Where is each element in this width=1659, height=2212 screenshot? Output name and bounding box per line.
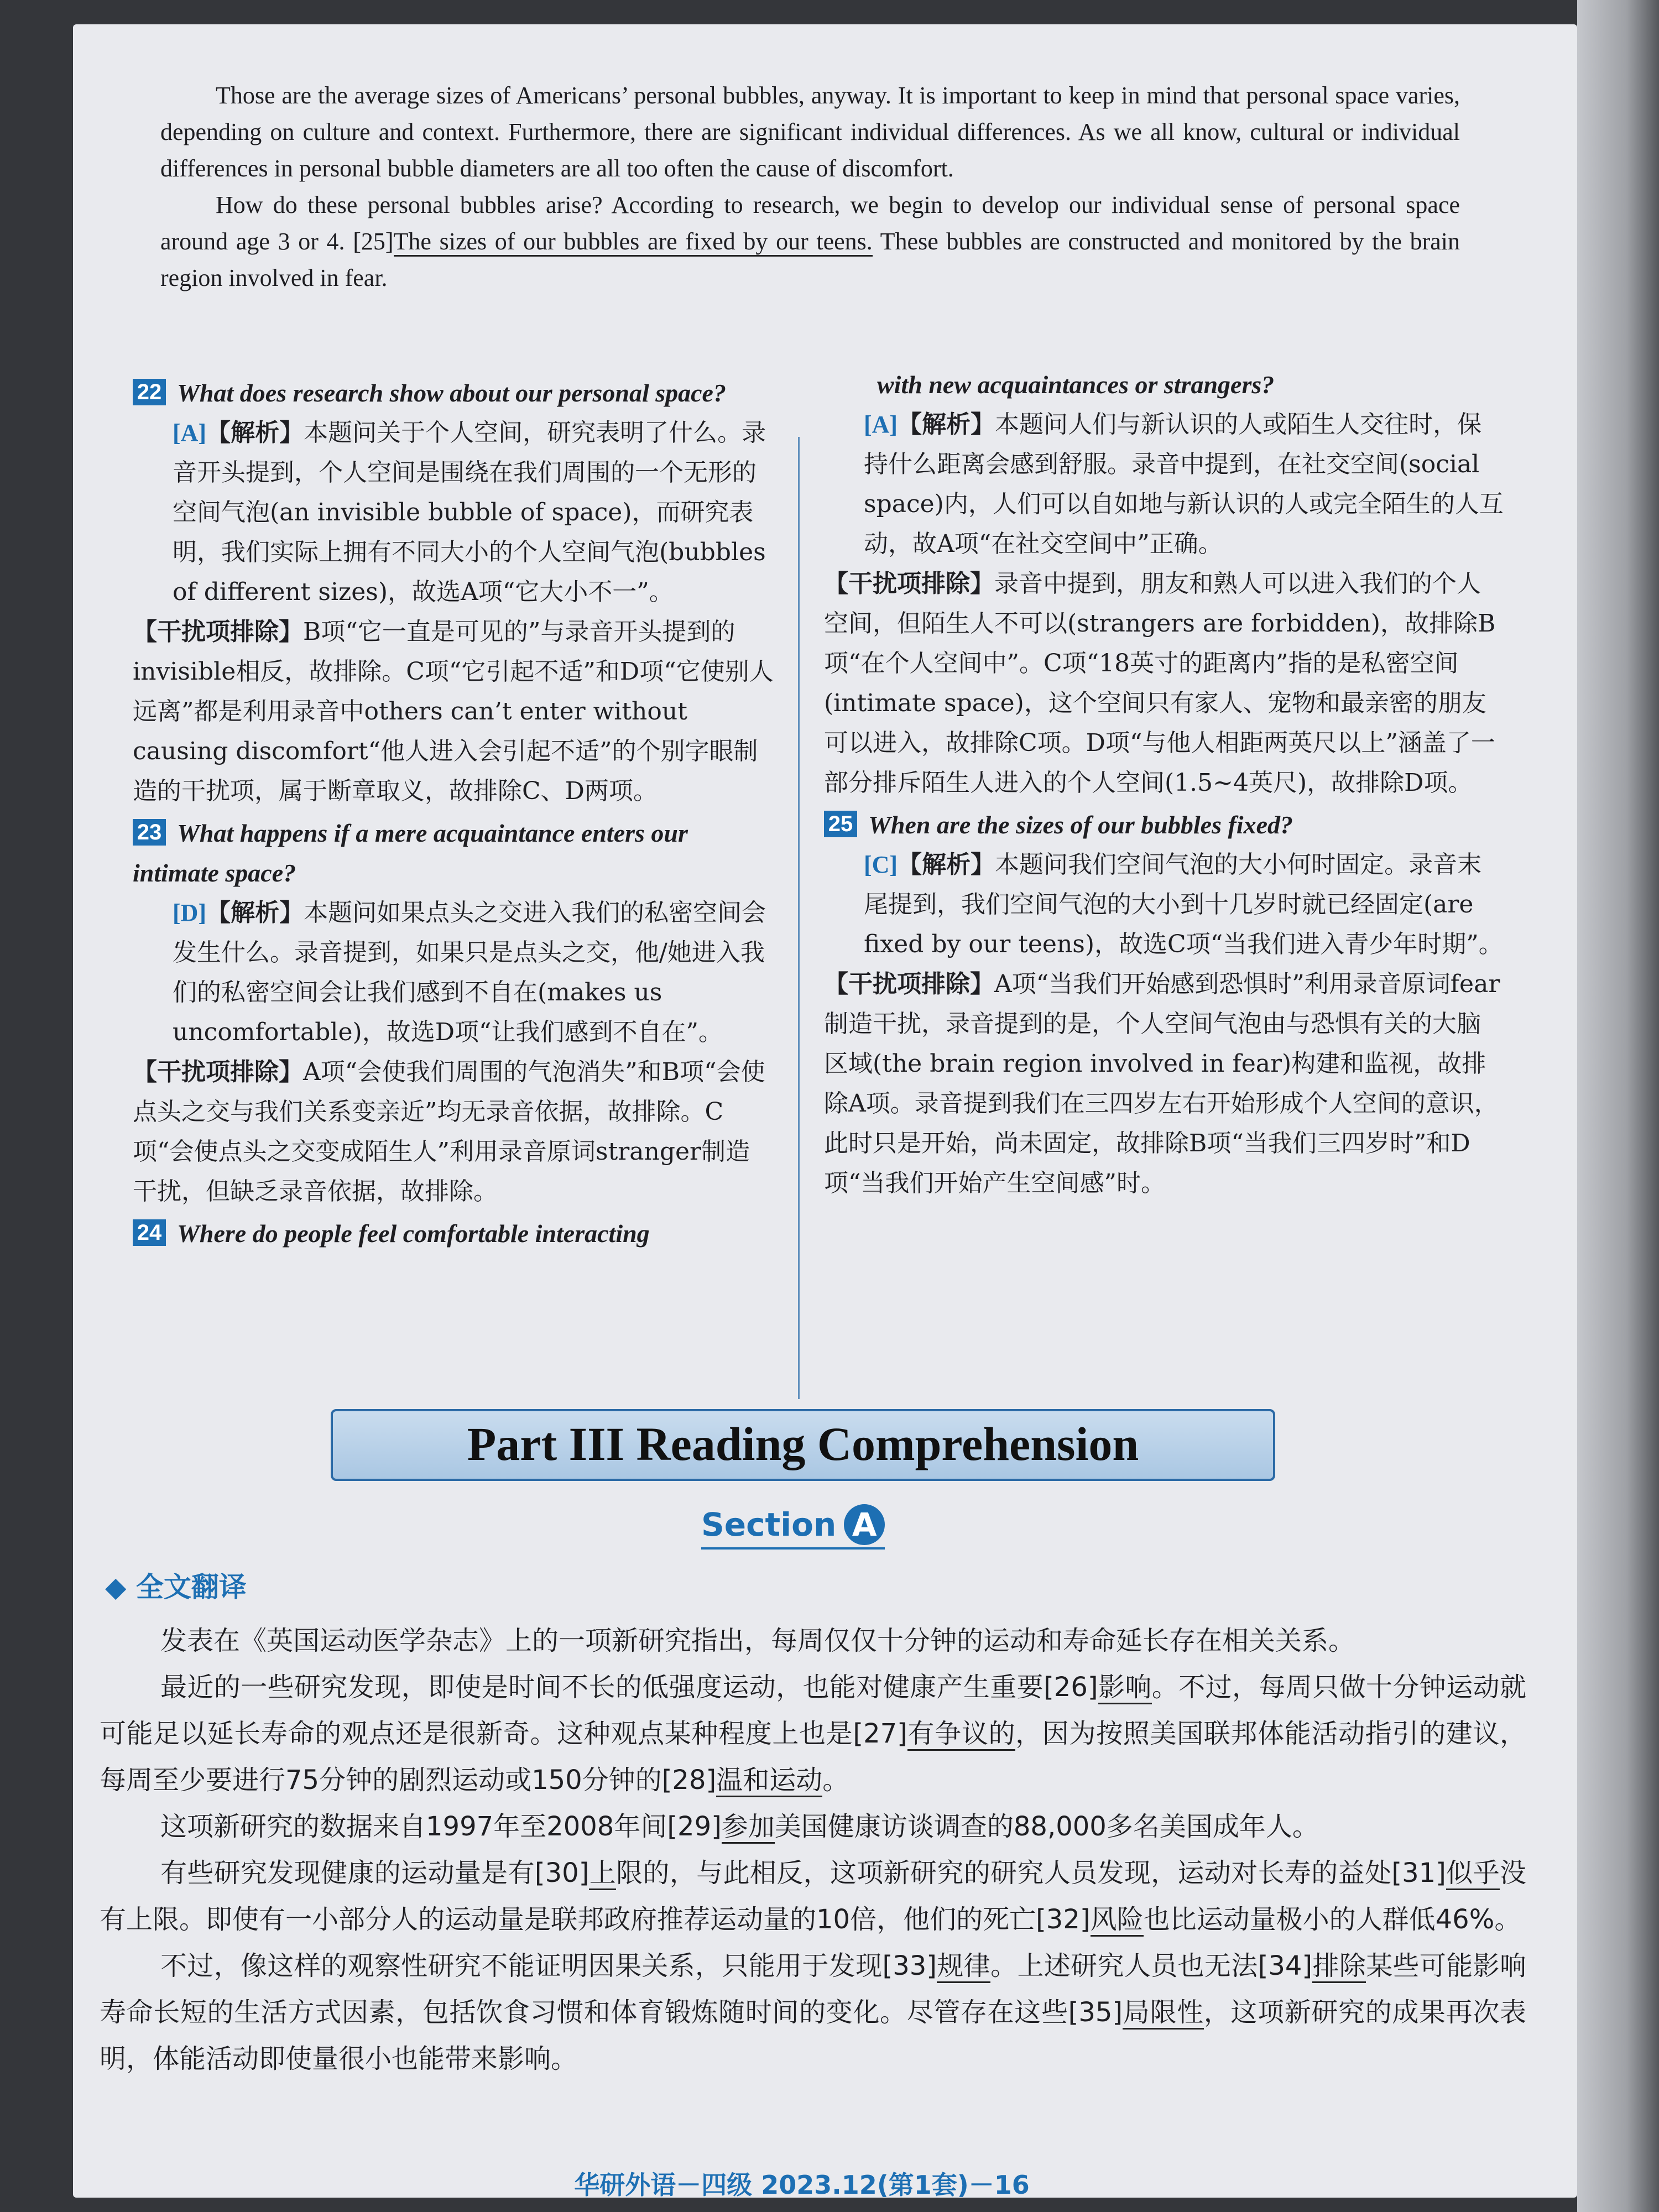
q25-analysis-text: 本题问我们空间气泡的大小何时固定。录音末尾提到，我们空间气泡的大小到十几岁时就已经固定(are fixed by our teens)，故选C项“当我们进入青少年时期”。 <box>864 851 1503 958</box>
q23-distractor <box>133 1052 774 1212</box>
section-label: Section <box>701 1506 837 1543</box>
q22-analysis-text: 本题问关于个人空间，研究表明了什么。录音开头提到，个人空间是围绕在我们周围的一个无形的空间气泡(an invisible bubble of space)，而研究表明，我们实际上拥有不同大小的个人空间气泡(bubbles of different sizes)，故选A项“它大小不一”。 <box>173 419 766 606</box>
q22-distractor-text: B项“它一直是可见的”与录音开头提到的invisible相反，故排除。C项“它引起不适”和D项“它使别人远离”都是利用录音中others can’t enter without causing discomfort“他人进入会引起不适”的个别字眼制造的干扰项，属于断章取义，故排除C、D两项。 <box>133 618 774 805</box>
page-footer: 华研外语－四级 2023.12(第1套)－16 <box>574 2170 1030 2200</box>
q23-analysis <box>133 893 774 1052</box>
passage-paragraph-2 <box>160 187 1460 296</box>
passage-p2-end: These bubbles are constructed and monitored by the brain region involved in fear. <box>160 228 1460 291</box>
q25-distractor-tag: 【干扰项排除】 <box>824 970 994 998</box>
translation-p5-d: ，这项新研究的成果再次表明，体能活动即使量很小也能带来影响。 <box>100 1997 1526 2074</box>
right-column <box>824 365 1504 1203</box>
question-22 <box>133 373 774 413</box>
q22-distractor <box>133 612 774 811</box>
q24-analysis <box>824 405 1504 564</box>
translation-heading-text: 全文翻译 <box>135 1571 247 1603</box>
question-number-23: 23 <box>133 819 166 846</box>
translation-p2-c: ，因为按照美国联邦体能活动指引的建议，每周至少要进行75分钟的剧烈运动或150分钟的[28] <box>100 1718 1526 1796</box>
question-number-22: 22 <box>133 379 166 405</box>
blank-30-answer: 上 <box>589 1858 616 1890</box>
translation-paragraph-2 <box>100 1664 1526 1803</box>
question-25 <box>824 805 1504 845</box>
translation-p4-d: 也比运动量极小的人群低46%。 <box>1143 1904 1521 1935</box>
translation-p2-a: 最近的一些研究发现，即使是时间不长的低强度运动，也能对健康产生重要[26] <box>160 1672 1098 1703</box>
q23-analysis-text: 本题问如果点头之交进入我们的私密空间会发生什么。录音提到，如果只是点头之交，他/她进入我们的私密空间会让我们感到不自在(makes us uncomfortable)，故选D项“让我们感到不自在”。 <box>173 899 766 1046</box>
q24-distractor-tag: 【干扰项排除】 <box>824 570 994 598</box>
q24-analysis-tag: 【解析】 <box>898 410 995 439</box>
q23-answer: [D] <box>173 899 207 926</box>
passage-p2-underlined: The sizes of our bubbles are fixed by our teens. <box>394 228 873 257</box>
question-24-text: Where do people feel comfortable interacting <box>177 1219 650 1248</box>
translation-paragraph-4 <box>100 1850 1526 1943</box>
question-number-24: 24 <box>133 1219 166 1246</box>
section-letter-badge: A <box>844 1504 885 1545</box>
question-23-text: What happens if a mere acquaintance enters our intimate space? <box>133 819 688 887</box>
translation-p2-d: 。 <box>822 1765 849 1796</box>
translation-paragraph-5 <box>100 1943 1526 2082</box>
q25-analysis <box>824 845 1504 964</box>
question-number-25: 25 <box>824 811 857 837</box>
q25-distractor-text: A项“当我们开始感到恐惧时”利用录音原词fear制造干扰，录音提到的是，个人空间气泡由与恐惧有关的大脑区域(the brain region involved in fear)构建和监视，故排除A项。录音提到我们在三四岁左右开始形成个人空间的意识，此时只是开始，尚未固定，故排除B项“当我们三四岁时”和D项“当我们开始产生空间感”时。 <box>824 970 1500 1197</box>
blank-27-answer: 有争议的 <box>907 1718 1015 1751</box>
q22-answer: [A] <box>173 419 207 446</box>
translation-p5-b: 。上述研究人员也无法[34] <box>990 1950 1313 1981</box>
passage-paragraph-1: Those are the average sizes of Americans’ personal bubbles, anyway. It is important to keep in mind that personal space varies, depending on culture and context. Furthermore, there are significant individual differences. As we all know, cultural or individual differences in personal bubble diameters are all too often the cause of discomfort. <box>160 82 1460 182</box>
translation-p2-b: 。不过，每周只做十分钟运动就可能足以延长寿命的观点还是很新奇。这种观点某种程度上也是[27] <box>100 1672 1526 1749</box>
column-divider <box>798 437 800 1399</box>
q22-analysis <box>133 413 774 612</box>
page-edge <box>1577 0 1659 2212</box>
left-column <box>133 373 774 1254</box>
translation-p3-a: 这项新研究的数据来自1997年至2008年间[29] <box>160 1811 722 1842</box>
translation-p5-c: 某些可能影响寿命长短的生活方式因素，包括饮食习惯和体育锻炼随时间的变化。尽管存在这些[35] <box>100 1950 1526 2028</box>
part-title-banner: Part III Reading Comprehension <box>331 1409 1275 1481</box>
q24-distractor <box>824 564 1504 803</box>
translation-p5-a: 不过，像这样的观察性研究不能证明因果关系，只能用于发现[33] <box>160 1950 937 1981</box>
blank-33-answer: 规律 <box>937 1950 990 1983</box>
question-24 <box>133 1214 774 1254</box>
translation-p3-b: 美国健康访谈调查的88,000多名美国成年人。 <box>774 1811 1319 1842</box>
passage-p2-start: How do these personal bubbles arise? According to research, we begin to develop our individual sense of personal space around age 3 or 4. [25] <box>160 191 1460 255</box>
translation-p4-a: 有些研究发现健康的运动量是有[30] <box>160 1858 589 1888</box>
question-22-text: What does research show about our personal space? <box>177 379 726 407</box>
diamond-icon: ◆ <box>105 1571 136 1603</box>
translation-body <box>100 1618 1526 2082</box>
q23-analysis-tag: 【解析】 <box>206 899 304 927</box>
translation-paragraph-1: 发表在《英国运动医学杂志》上的一项新研究指出，每周仅仅十分钟的运动和寿命延长存在相关关系。 <box>160 1625 1355 1656</box>
blank-32-answer: 风险 <box>1091 1904 1144 1937</box>
q25-answer: [C] <box>864 851 898 878</box>
question-24-continued: with new acquaintances or strangers? <box>877 371 1275 399</box>
blank-31-answer: 似乎 <box>1446 1858 1500 1890</box>
q25-distractor <box>824 964 1504 1203</box>
question-23 <box>133 813 774 893</box>
translation-paragraph-3 <box>100 1803 1526 1850</box>
blank-34-answer: 排除 <box>1312 1950 1366 1983</box>
blank-28-answer: 温和运动 <box>716 1765 822 1797</box>
q22-analysis-tag: 【解析】 <box>206 419 304 447</box>
question-25-text: When are the sizes of our bubbles fixed? <box>868 811 1293 839</box>
q24-distractor-text: 录音中提到，朋友和熟人可以进入我们的个人空间，但陌生人不可以(strangers are forbidden)，故排除B项“在个人空间中”。C项“18英寸的距离内”指的是私密空间(intimate space)，这个空间只有家人、宠物和最亲密的朋友可以进入，故排除C项。D项“与他人相距两英尺以上”涵盖了一部分排斥陌生人进入的个人空间(1.5~4英尺)，故排除D项。 <box>824 570 1496 797</box>
blank-29-answer: 参加 <box>722 1811 775 1844</box>
q24-answer: [A] <box>864 411 898 438</box>
q22-distractor-tag: 【干扰项排除】 <box>133 618 303 646</box>
blank-35-answer: 局限性 <box>1123 1997 1204 2030</box>
blank-26-answer: 影响 <box>1098 1672 1152 1704</box>
q23-distractor-tag: 【干扰项排除】 <box>133 1058 303 1086</box>
translation-p4-b: 限的，与此相反，这项新研究的研究人员发现，运动对长寿的益处[31] <box>616 1858 1446 1888</box>
q25-analysis-tag: 【解析】 <box>898 851 995 879</box>
q24-analysis-text: 本题问人们与新认识的人或陌生人交往时，保持什么距离会感到舒服。录音中提到，在社交空间(social space)内，人们可以自如地与新认识的人或完全陌生的人互动，故A项“在社交空间中”正确。 <box>864 410 1504 558</box>
section-heading <box>701 1504 885 1550</box>
q23-distractor-text: A项“会使我们周围的气泡消失”和B项“会使点头之交与我们关系变亲近”均无录音依据，故排除。C项“会使点头之交变成陌生人”利用录音原词stranger制造干扰，但缺乏录音依据，故排除。 <box>133 1058 765 1206</box>
translation-heading <box>105 1565 247 1605</box>
translation-p4-c: 没有上限。即使有一小部分人的运动量是联邦政府推荐运动量的10倍，他们的死亡[32] <box>100 1858 1526 1935</box>
top-passage <box>160 77 1460 296</box>
